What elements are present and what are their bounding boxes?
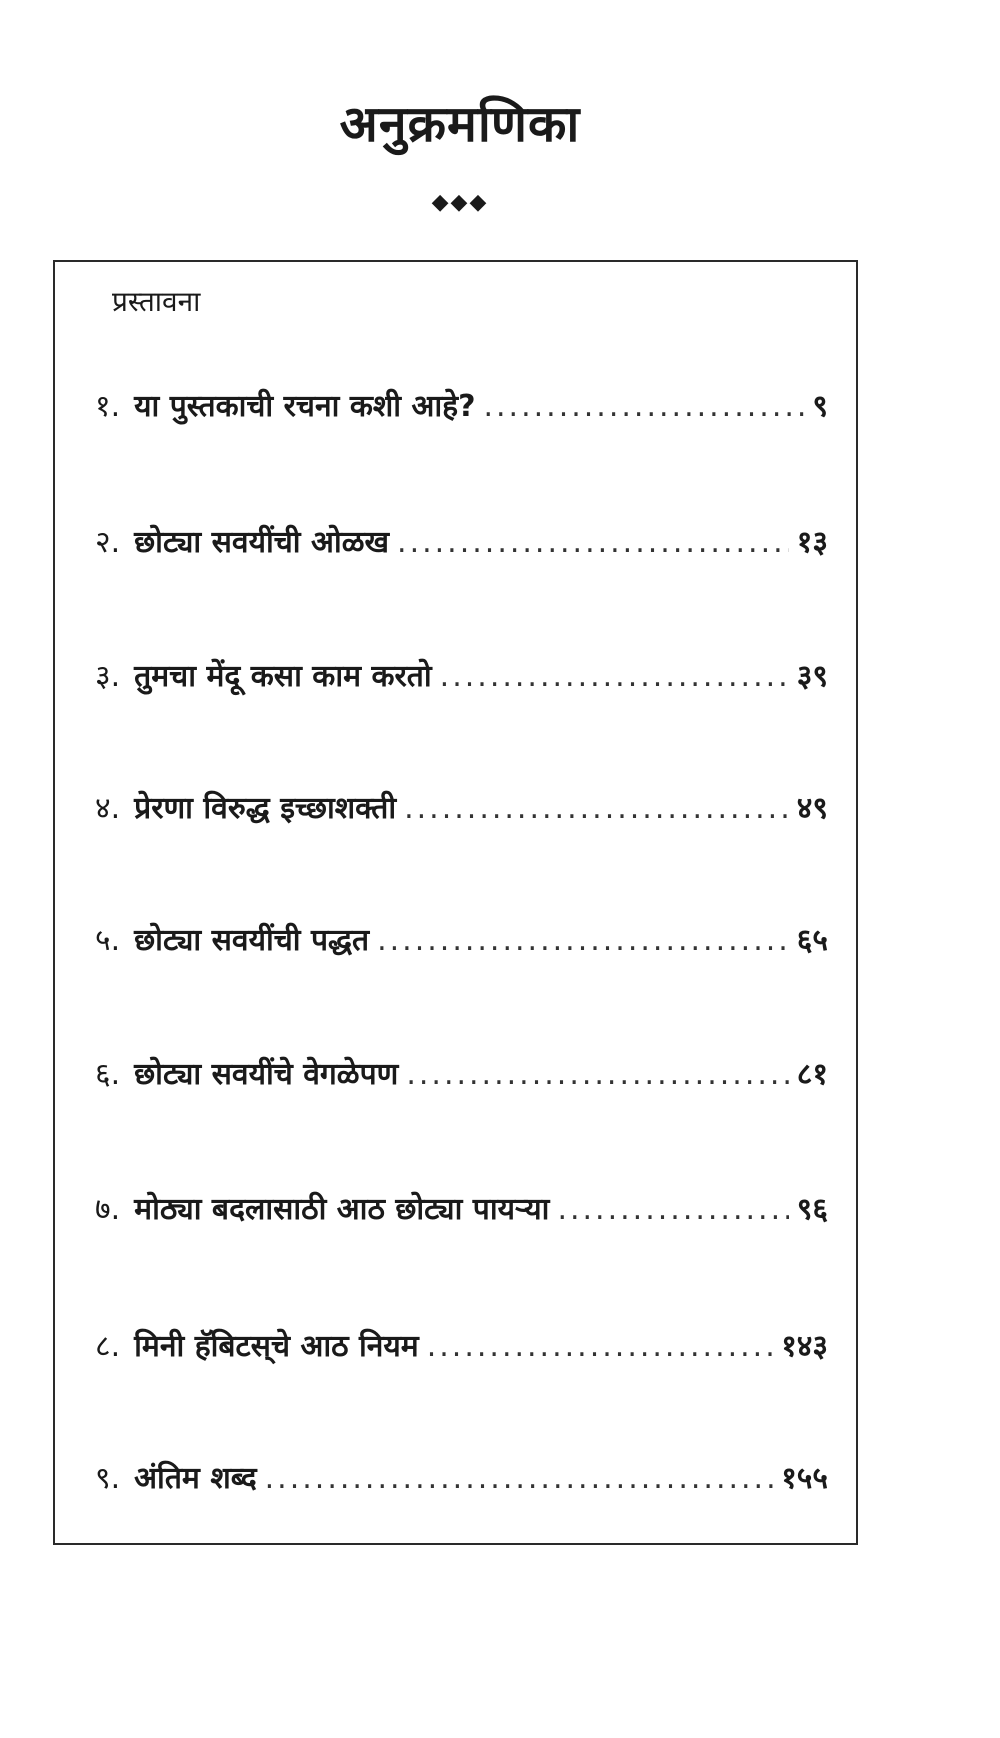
toc-entry-2	[95, 520, 828, 561]
entry-page: ९६	[796, 1192, 828, 1227]
toc-entry-6	[95, 1052, 828, 1093]
entry-page: ३९	[796, 659, 828, 694]
entry-title: मिनी हॅबिटस्‌चे आठ नियम	[134, 1329, 419, 1364]
entry-page: १५५	[781, 1461, 828, 1496]
dot-leader	[440, 659, 789, 694]
entry-page: ९	[812, 389, 828, 424]
entry-title: मोठ्या बदलासाठी आठ छोट्या पायऱ्या	[134, 1192, 550, 1227]
toc-entry-8	[95, 1324, 828, 1365]
dot-leader	[406, 1057, 788, 1092]
dot-leader	[265, 1461, 774, 1496]
dot-leader	[483, 389, 804, 424]
dot-leader	[427, 1329, 773, 1364]
toc-entry-9	[95, 1456, 828, 1497]
entry-title: छोट्या सवयींची पद्धत	[134, 923, 370, 958]
dot-leader	[397, 525, 789, 560]
entry-title: या पुस्तकाची रचना कशी आहे?	[134, 389, 476, 424]
entry-title: छोट्या सवयींचे वेगळेपण	[134, 1057, 399, 1092]
entry-page: १३	[796, 525, 828, 560]
preface-heading: प्रस्तावना	[112, 285, 201, 318]
entry-title: तुमचा मेंदू कसा काम करतो	[134, 659, 432, 694]
toc-entry-7	[95, 1187, 828, 1228]
entry-number: ६.	[95, 1057, 121, 1092]
ornament-diamonds: ◆◆◆	[431, 190, 489, 215]
entry-title: प्रेरणा विरुद्ध इच्छाशक्ती	[134, 791, 397, 826]
toc-entry-4	[95, 786, 828, 827]
entry-number: १.	[95, 389, 121, 424]
dot-leader	[377, 923, 789, 958]
entry-page: १४३	[781, 1329, 828, 1364]
entry-number: ४.	[95, 791, 121, 826]
entry-page: ८१	[796, 1057, 828, 1092]
entry-number: ७.	[95, 1192, 121, 1227]
toc-entry-5	[95, 918, 828, 959]
dot-leader	[404, 791, 789, 826]
dot-leader	[557, 1192, 788, 1227]
entry-title: छोट्या सवयींची ओळख	[134, 525, 390, 560]
entry-page: ६५	[796, 923, 828, 958]
entry-number: ९.	[95, 1461, 121, 1496]
entry-number: २.	[95, 525, 121, 560]
page-title: अनुक्रमणिका	[339, 95, 581, 153]
entry-page: ४९	[796, 791, 828, 826]
entry-title: अंतिम शब्द	[134, 1461, 257, 1496]
toc-entry-3	[95, 654, 828, 695]
table-of-contents	[53, 260, 858, 1545]
entry-number: ८.	[95, 1329, 121, 1364]
toc-entry-1	[95, 384, 828, 425]
entry-number: ३.	[95, 659, 121, 694]
entry-number: ५.	[95, 923, 121, 958]
